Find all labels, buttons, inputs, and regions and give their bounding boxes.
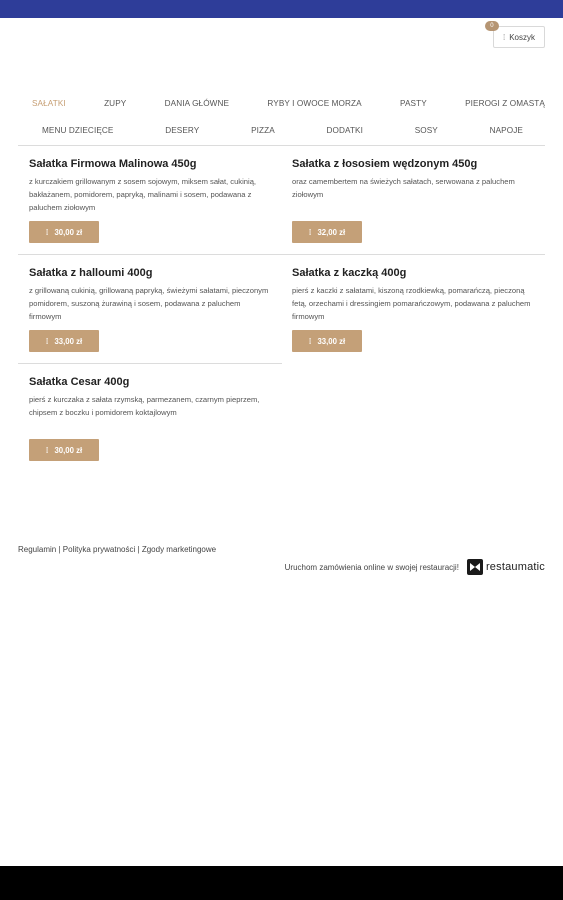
product-description: z kurczakiem grillowanym z sosem sojowym, miksem sałat, cukinią, bakłażanem, pomidorem, papryką, malinami i sosem, podawana z paluchem ziołowym — [29, 177, 257, 212]
cart-icon: ⁞ — [502, 32, 506, 42]
footer-link-zgody-marketingowe[interactable]: Zgody marketingowe — [141, 545, 217, 554]
category-pizza[interactable]: PIZZA — [251, 125, 275, 135]
add-to-cart-button[interactable] — [292, 221, 362, 243]
restaumatic-logo-text: restaumatic — [485, 561, 545, 573]
tag-icon: ⁞ — [308, 227, 312, 237]
product-description: pierś z kaczki z sałatami, kiszoną rzodkiewką, pomarańczą, pieczoną fetą, orzechami i dressingiem pomarańczowym, podawana z paluchem firmowym — [292, 286, 531, 321]
footer-separator: | — [137, 545, 140, 554]
category-dania-glowne[interactable]: DANIA GŁÓWNE — [164, 98, 230, 108]
product-price: 32,00 zł — [317, 227, 346, 237]
category-pierogi-z-omasta[interactable]: PIEROGI Z OMASTĄ — [465, 98, 545, 108]
product-title: Sałatka z kaczką 400g — [292, 267, 407, 279]
add-to-cart-button[interactable] — [292, 330, 362, 352]
product-title: Sałatka z łososiem wędzonym 450g — [292, 158, 478, 170]
product-price: 33,00 zł — [317, 336, 346, 346]
footer-links — [18, 545, 216, 554]
divider — [18, 254, 545, 255]
product-description: z grillowaną cukinią, grillowaną papryką, świeżymi sałatami, pieczonym pomidorem, suszoną żurawiną i sosem, podawana z paluchem firmowym — [29, 286, 269, 321]
footer-separator: | — [58, 545, 61, 554]
product-title: Sałatka Cesar 400g — [29, 376, 130, 388]
category-ryby-i-owoce-morza[interactable]: RYBY I OWOCE MORZA — [267, 98, 362, 108]
powered-by — [285, 559, 545, 575]
footer-link-regulamin[interactable]: Regulamin — [18, 545, 57, 554]
product-price: 30,00 zł — [54, 227, 83, 237]
product-title: Sałatka Firmowa Malinowa 450g — [29, 158, 197, 170]
product-card — [292, 157, 538, 201]
product-card — [29, 375, 275, 419]
product-description: pierś z kurczaka z sałata rzymską, parmezanem, czarnym pieprzem, chipsem z boczku i pomidorem koktajlowym — [29, 395, 260, 417]
tag-icon: ⁞ — [308, 336, 312, 346]
product-description: oraz camembertem na świeżych sałatach, serwowana z paluchem ziołowym — [292, 177, 515, 199]
product-card — [29, 266, 275, 323]
category-napoje[interactable]: NAPOJE — [489, 125, 523, 135]
category-sosy[interactable]: SOSY — [414, 125, 438, 135]
cart-button[interactable] — [493, 26, 545, 48]
add-to-cart-button[interactable] — [29, 221, 99, 243]
cart-count-badge: 0 — [485, 21, 499, 31]
category-row-2 — [18, 119, 545, 141]
divider — [18, 145, 545, 146]
tag-icon: ⁞ — [45, 445, 49, 455]
restaumatic-logo-icon — [467, 559, 483, 575]
restaumatic-logo[interactable] — [467, 559, 545, 575]
system-navigation-bar — [0, 866, 563, 900]
status-bar — [0, 0, 563, 18]
promo-link[interactable]: Uruchom zamówienia online w swojej restauracji! — [284, 562, 459, 572]
category-pasty[interactable]: PASTY — [400, 98, 427, 108]
add-to-cart-button[interactable] — [29, 330, 99, 352]
divider — [18, 363, 282, 364]
tag-icon: ⁞ — [45, 227, 49, 237]
category-salatki[interactable]: SAŁATKI — [32, 98, 66, 108]
category-row-1 — [18, 92, 545, 114]
product-price: 30,00 zł — [54, 445, 83, 455]
product-card — [292, 266, 538, 323]
product-price: 33,00 zł — [54, 336, 83, 346]
add-to-cart-button[interactable] — [29, 439, 99, 461]
category-zupy[interactable]: ZUPY — [104, 98, 127, 108]
product-title: Sałatka z halloumi 400g — [29, 267, 153, 279]
category-dodatki[interactable]: DODATKI — [326, 125, 363, 135]
category-nav — [18, 92, 545, 141]
category-desery[interactable]: DESERY — [165, 125, 200, 135]
cart-wrap — [490, 23, 545, 48]
product-card — [29, 157, 275, 214]
tag-icon: ⁞ — [45, 336, 49, 346]
footer-link-polityka-prywatnosci[interactable]: Polityka prywatności — [62, 545, 136, 554]
category-menu-dzieciece[interactable]: MENU DZIECIĘCE — [42, 125, 114, 135]
cart-label: Koszyk — [509, 32, 535, 42]
